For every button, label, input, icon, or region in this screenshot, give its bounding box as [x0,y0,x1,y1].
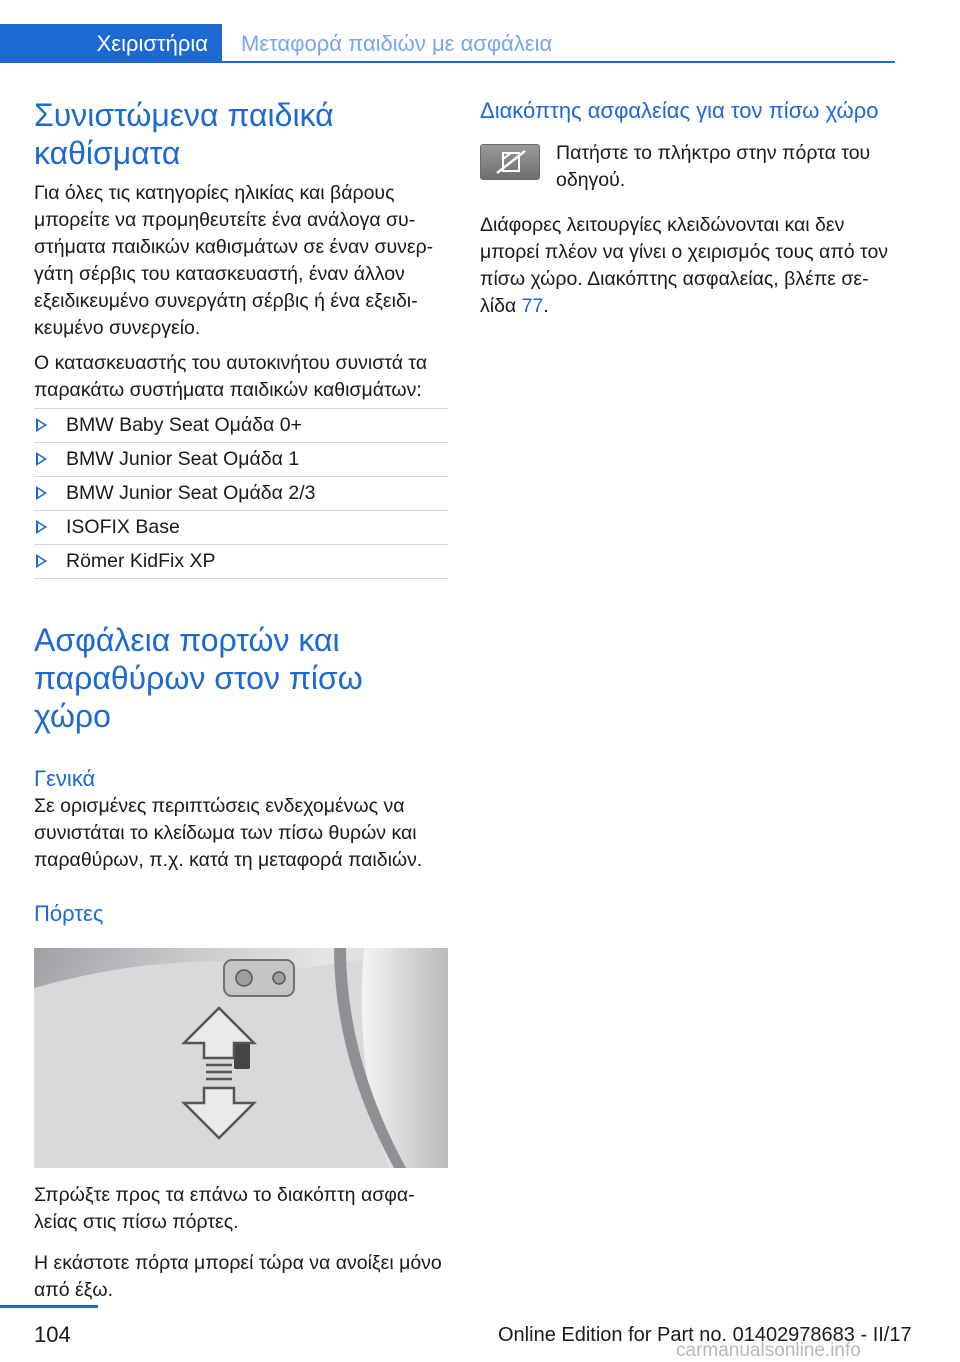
list-item: BMW Baby Seat Ομάδα 0+ [34,408,448,442]
list-item: ISOFIX Base [34,510,448,544]
triangle-bullet-icon [36,452,47,466]
triangle-bullet-icon [36,486,47,500]
triangle-bullet-icon [36,418,47,432]
para-seats-2: Ο κατασκευαστής του αυτοκινήτου συνιστά τα παρακάτω συστήματα παιδικών καθισμάτων: [34,352,428,401]
list-item: BMW Junior Seat Ομάδα 2/3 [34,476,448,510]
triangle-bullet-icon [36,520,47,534]
left-column [34,96,448,1304]
door-lock-photo [34,948,448,1168]
edition-note: Online Edition for Part no. 01402978683 - II/17 [498,1324,912,1346]
heading-recommended-seats: Συνιστώμενα παιδικά καθίσματα [34,97,334,171]
para-doors-2: Η εκάστοτε πόρτα μπορεί τώρα να ανοίξει μόνο από έξω. [34,1252,442,1301]
tab-child-transport[interactable] [241,24,552,63]
seat-list [34,408,448,579]
para-switch-1: Πατήστε το πλήκτρο στην πόρτα του οδηγού. [556,142,871,191]
list-item: BMW Junior Seat Ομάδα 1 [34,442,448,476]
para-doors-1: Σπρώξτε προς τα επάνω το διακόπτη ασφα‐λείας στις πίσω πόρτες. [34,1184,415,1233]
list-item: Römer KidFix XP [34,544,448,579]
door-child-lock-illustration [34,948,448,1168]
page-number: 104 [34,1322,71,1347]
triangle-bullet-icon [36,554,47,568]
para-switch-2: Διάφορες λειτουργίες κλειδώνονται και δεν μπορεί πλέον να γίνει ο χειρισμός τους από τον πίσω χώρο. Διακόπτης ασφαλείας, βλέπε σε‐λίδα 77. [480,214,889,317]
footer-rule [0,1305,98,1308]
para-seats-1: Για όλες τις κατηγορίες ηλικίας και βάρους μπορείτε να προμηθευτείτε ένα ανάλογα συ‐στήματα παιδικών καθισμάτων σε έναν συνερ‐γάτη σέρβις του κατασκευαστή, έναν άλλον εξειδικευμένο συνεργάτη σέρβις ή ένα εξειδι‐κευμένο συνεργείο. [34,182,434,339]
watermark: carmanualsonline.info [676,1340,861,1361]
para-general: Σε ορισμένες περιπτώσεις ενδεχομένως να συνιστάται το κλείδωμα των πίσω θυρών και παραθύρων, π.χ. κατά τη μεταφορά παιδιών. [34,795,423,871]
heading-rear-safety-switch: Διακόπτης ασφαλείας για τον πίσω χώρο [480,98,879,123]
right-column [480,96,898,320]
tab-child-transport-label: Μεταφορά παιδιών με ασφάλεια [241,30,553,56]
page-reference-link[interactable]: 77 [521,295,544,317]
header-rule [0,61,895,63]
tab-controls[interactable] [0,24,222,63]
heading-general: Γενικά [34,766,96,791]
heading-doors: Πόρτες [34,901,104,926]
tab-controls-label: Χειριστήρια [96,30,208,56]
window-lock-icon [480,144,540,180]
heading-door-window-safety: Ασφάλεια πορτών και παραθύρων στον πίσω χώρο [34,622,363,734]
switch-instruction-row [480,140,898,194]
